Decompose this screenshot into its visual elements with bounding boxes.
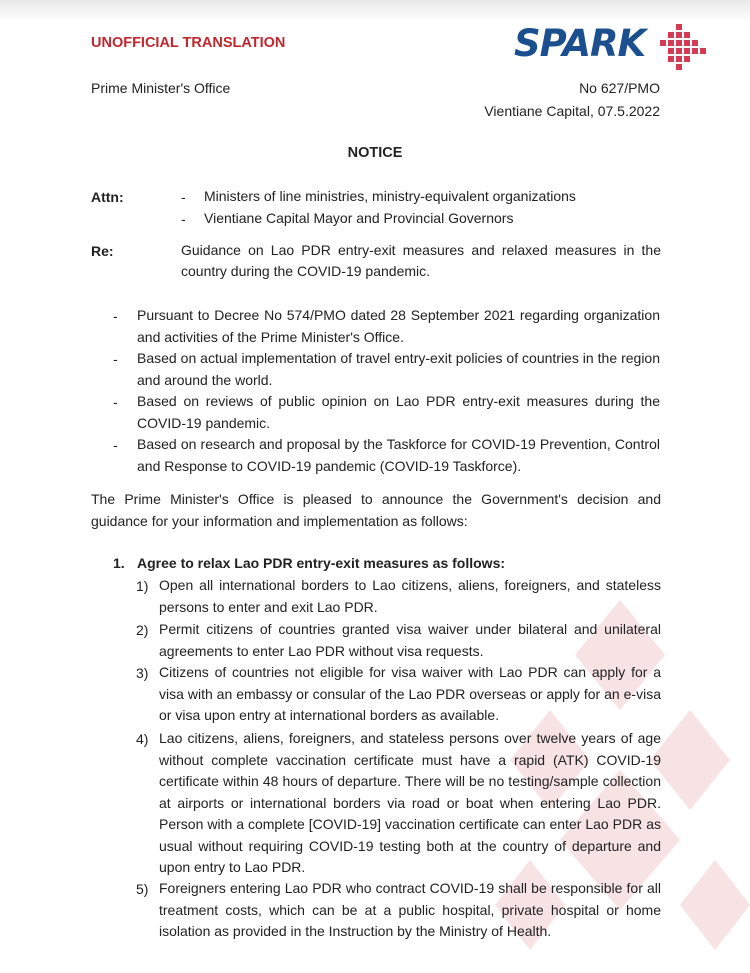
attn-item-2: Vientiane Capital Mayor and Provincial Governors (204, 210, 514, 226)
section1-title: Agree to relax Lao PDR entry-exit measures as follows: (137, 555, 506, 571)
attn-label: Attn: (91, 189, 124, 205)
ground-dash-3: - (113, 394, 118, 410)
intro-paragraph: The Prime Minister's Office is pleased to announce the Government's decision and guidance for your information and implementation as follows: (91, 491, 661, 529)
section1-item-number-1: 1) (136, 578, 149, 594)
ground-dash-1: - (113, 308, 118, 324)
re-text: Guidance on Lao PDR entry-exit measures and relaxed measures in the country during the COVID-19 pandemic. (181, 242, 661, 279)
attn-dash-1: - (181, 189, 186, 205)
section1-item-1: Open all international borders to Lao citizens, aliens, foreigners, and stateless persons to enter and exit Lao PDR. (159, 577, 661, 615)
issuer: Prime Minister's Office (91, 80, 231, 96)
section1-item-number-2: 2) (136, 622, 149, 638)
section1-item-4: Lao citizens, aliens, foreigners, and stateless persons over twelve years of age without complete vaccination certificate must have a rapid (ATK) COVID-19 certificate within 48 hours of departure. There will be no testing/sample collection at airports or international borders via road or boat when entering Lao PDR. Person with a complete [COVID-19] vaccination certificate can enter Lao PDR as usual without requiring COVID-19 testing both at the country of departure and upon entry to Lao PDR. (159, 730, 661, 875)
section1-item-number-4: 4) (136, 731, 149, 747)
section1-item-3: Citizens of countries not eligible for visa waiver with Lao PDR can apply for a visa with an embassy or consular of the Lao PDR overseas or apply for an e-visa or visa upon entry at international borders as available. (159, 664, 661, 723)
re-label: Re: (91, 243, 114, 259)
attn-item-1: Ministers of line ministries, ministry-equivalent organizations (204, 188, 576, 204)
ground-item-1: Pursuant to Decree No 574/PMO dated 28 September 2021 regarding organization and activities of the Prime Minister's Office. (137, 307, 660, 345)
section1-number: 1. (113, 555, 125, 571)
document-number: No 627/PMO (579, 80, 660, 96)
place-date: Vientiane Capital, 07.5.2022 (484, 103, 660, 119)
ground-item-2: Based on actual implementation of travel entry-exit policies of countries in the region and around the world. (137, 350, 660, 388)
section1-item-5: Foreigners entering Lao PDR who contract COVID-19 shall be responsible for all treatment costs, which can be at a public hospital, private hospital or home isolation as provided in the Instruction by the Ministry of Health. (159, 880, 661, 939)
top-shadow (0, 0, 750, 22)
ground-item-3: Based on reviews of public opinion on Lao PDR entry-exit measures during the COVID-19 pandemic. (137, 393, 660, 431)
unofficial-translation-label: UNOFFICIAL TRANSLATION (91, 35, 286, 51)
ground-dash-4: - (113, 437, 118, 453)
ground-item-4: Based on research and proposal by the Taskforce for COVID-19 Prevention, Control and Response to COVID-19 pandemic (COVID-19 Taskforce). (137, 436, 660, 474)
attn-dash-2: - (181, 211, 186, 227)
logo-grid-icon (652, 22, 708, 78)
section1-item-number-3: 3) (136, 665, 149, 681)
spark-logo (514, 22, 645, 65)
notice-title: NOTICE (347, 145, 403, 161)
logo-text: SPARK (514, 22, 646, 65)
section1-item-number-5: 5) (136, 881, 149, 897)
section1-item-2: Permit citizens of countries granted visa waiver under bilateral and unilateral agreements to enter Lao PDR without visa requests. (159, 621, 661, 659)
ground-dash-2: - (113, 351, 118, 367)
